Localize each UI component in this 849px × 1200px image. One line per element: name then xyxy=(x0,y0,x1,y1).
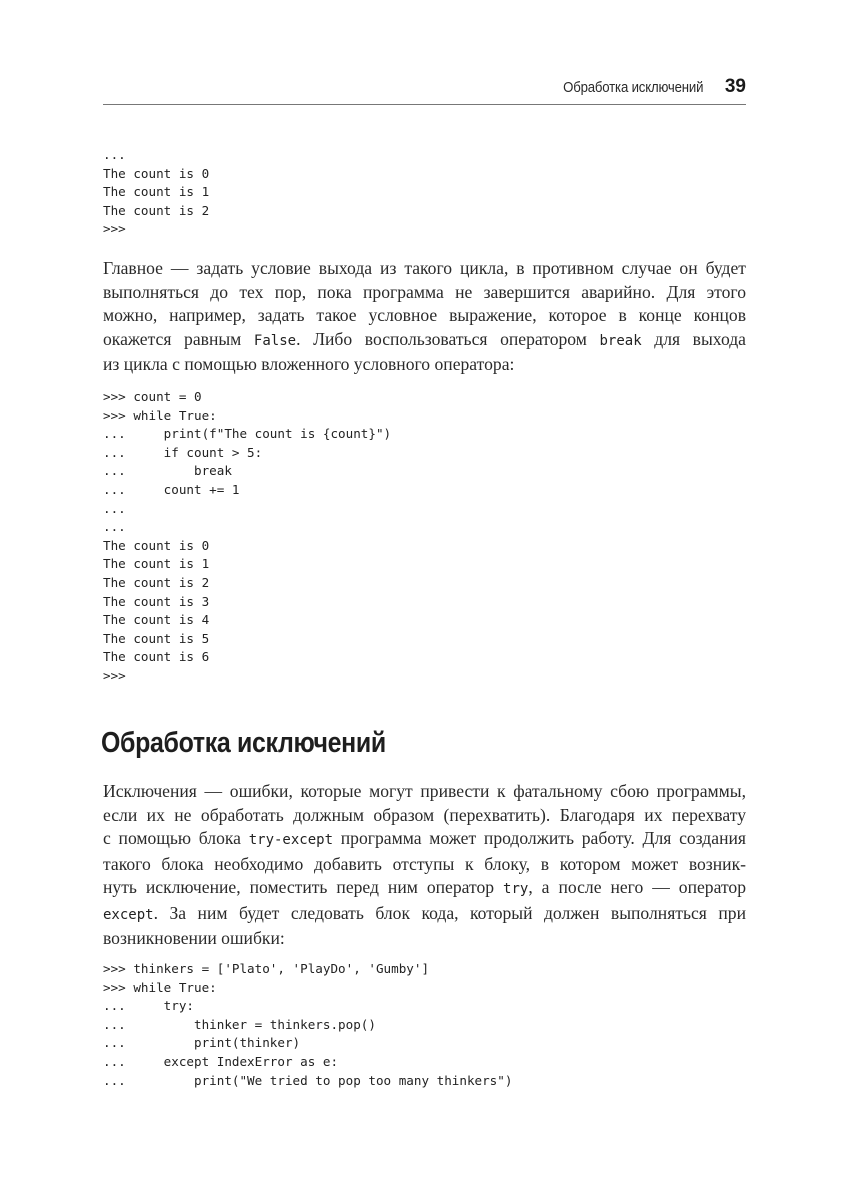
code-line: The count is 1 xyxy=(103,184,210,200)
paragraph-exceptions xyxy=(103,780,746,951)
header-rule xyxy=(103,104,746,105)
code-line: ... except IndexError as e: xyxy=(103,1053,339,1069)
page-number: 39 xyxy=(724,76,746,97)
running-title: Обработка исключений xyxy=(562,79,703,96)
text-fragment: для выхода xyxy=(641,328,746,349)
text-line xyxy=(103,328,746,354)
text-line xyxy=(103,827,746,853)
code-line: ... try: xyxy=(103,998,194,1014)
text-line: можно, например, задать такое условное выражение, которое в конце концов xyxy=(103,305,746,325)
code-line: >>> thinkers = ['Plato', 'PlayDo', 'Gumby'] xyxy=(103,961,430,976)
text-fragment: программа может продолжить работу. Для создания xyxy=(333,828,746,848)
code-line: ... if count > 5: xyxy=(103,444,263,460)
text-line: Главное — задать условие выхода из такого цикла, в противном случае он будет xyxy=(103,258,746,278)
code-line: The count is 5 xyxy=(103,630,210,646)
inline-code-false: False xyxy=(253,332,297,349)
code-line: The count is 2 xyxy=(103,202,210,218)
code-line: The count is 3 xyxy=(103,593,210,609)
code-line: The count is 0 xyxy=(103,165,210,181)
code-line: ... count += 1 xyxy=(103,481,240,497)
code-line: >>> while True: xyxy=(103,407,217,423)
paragraph-loop-exit xyxy=(103,257,746,377)
inline-code-except: except xyxy=(103,906,154,923)
text-fragment: с помощью блока xyxy=(103,828,249,848)
text-fragment: . Либо воспользоваться оператором xyxy=(296,328,600,349)
code-line: ... print(thinker) xyxy=(103,1035,301,1051)
text-line: если их не обработать должным образом (перехватить). Благодаря их перехвату xyxy=(103,804,746,825)
section-heading: Обработка исключений xyxy=(101,727,386,759)
code-line: ... print(f"The count is {count}") xyxy=(103,426,392,442)
inline-code-break: break xyxy=(599,332,642,349)
text-fragment: нуть исключение, поместить перед ним оператор xyxy=(103,877,504,897)
text-fragment: окажется равным xyxy=(103,328,254,349)
text-line: выполняться до тех пор, пока программа не завершится аварийно. Для этого xyxy=(103,281,746,302)
code-line: The count is 6 xyxy=(103,649,210,665)
inline-code-try: try xyxy=(503,881,529,897)
text-fragment: , а после него — оператор xyxy=(528,877,746,897)
text-line: такого блока необходимо добавить отступы к блоку, в котором может возник- xyxy=(103,853,746,874)
inline-code-try-except: try-except xyxy=(248,832,334,848)
code-line: ... break xyxy=(103,463,232,479)
text-line: Исключения — ошибки, которые могут привести к фатальному сбою программы, xyxy=(103,781,746,801)
code-line: The count is 4 xyxy=(103,612,210,628)
code-line: >>> while True: xyxy=(103,979,217,995)
code-line: >>> xyxy=(103,667,126,683)
text-line xyxy=(103,902,746,928)
running-header xyxy=(103,76,746,100)
code-block-try-except xyxy=(103,960,512,1090)
code-line: >>> xyxy=(103,221,126,237)
code-block-while-break xyxy=(103,388,391,686)
text-line: из цикла с помощью вложенного условного оператора: xyxy=(103,354,515,374)
code-line: The count is 2 xyxy=(103,574,210,590)
text-fragment: . За ним будет следовать блок кода, который должен выполняться при xyxy=(153,902,746,923)
text-line: возникновении ошибки: xyxy=(103,928,285,948)
code-line: ... print("We tried to pop too many thinkers") xyxy=(103,1072,513,1088)
code-line: >>> count = 0 xyxy=(103,389,202,404)
code-line: ... xyxy=(103,519,126,535)
code-line: ... thinker = thinkers.pop() xyxy=(103,1016,376,1032)
code-line: ... xyxy=(103,147,126,162)
code-line: ... xyxy=(103,500,126,516)
text-line xyxy=(103,876,746,902)
code-line: The count is 1 xyxy=(103,556,210,572)
code-line: The count is 0 xyxy=(103,537,210,553)
code-block-output-1 xyxy=(103,146,209,239)
